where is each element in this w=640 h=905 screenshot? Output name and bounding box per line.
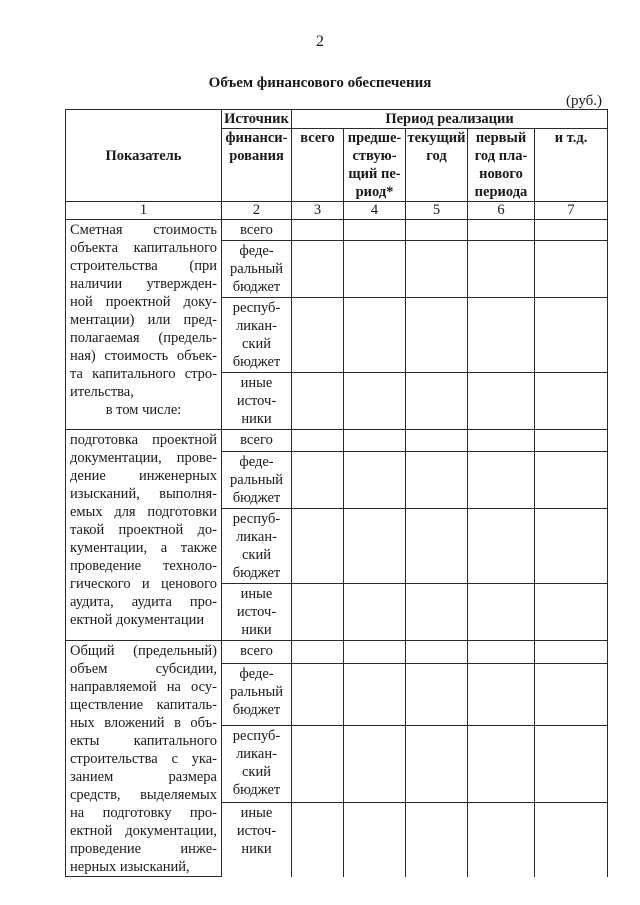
source-republic: респуб-ликан-ский бюджет (222, 298, 292, 373)
source-total: всего (222, 430, 292, 452)
column-number: 7 (535, 202, 608, 220)
source-federal: феде-ральный бюджет (222, 452, 292, 509)
source-federal: феде-ральный бюджет (222, 663, 292, 725)
column-number: 2 (222, 202, 292, 220)
source-total: всего (222, 641, 292, 664)
header-etc: и т.д. (535, 129, 608, 202)
indicator-cell (66, 430, 222, 641)
column-number: 4 (344, 202, 406, 220)
source-federal: феде-ральный бюджет (222, 241, 292, 298)
table-row (66, 220, 608, 241)
header-indicator: Показатель (66, 110, 222, 202)
page-number: 2 (316, 33, 324, 50)
header-total: всего (292, 129, 344, 202)
indicator-suffix: в том числе: (105, 402, 182, 418)
column-number: 1 (66, 202, 222, 220)
column-number: 3 (292, 202, 344, 220)
header-period: Период реализации (292, 110, 608, 129)
header-current: текущий год (406, 129, 468, 202)
indicator-text: Общий (предельный) объем субсидии, направляемой на осу-ществление капиталь-ных вложений в объ-екты капитального строительства с ука-занием размера средств, выделяемых на подготовку про-ектной документации, проведение инже-нерных изысканий, (70, 643, 217, 875)
header-first-plan: первый год пла-нового периода (468, 129, 535, 202)
source-republic: респуб-ликан-ский бюджет (222, 509, 292, 584)
column-number: 6 (468, 202, 535, 220)
document-title: Объем финансового обеспечения (208, 75, 432, 91)
column-number-row (66, 202, 608, 220)
indicator-cell (66, 641, 222, 877)
source-total: всего (222, 220, 292, 241)
source-other: иные источ-ники (222, 802, 292, 876)
source-other: иные источ-ники (222, 373, 292, 430)
header-source-line1: Источник (222, 110, 292, 129)
financing-table (65, 109, 608, 877)
indicator-text: подготовка проектной документации, прове-дение инженерных изысканий, выполня-емых для подготовки такой проектной до-кументации, а также проведение техноло-гического и ценового аудита, аудита про-ектной документации (70, 432, 217, 628)
unit-note: (руб.) (566, 93, 602, 109)
header-previous: предше-ствую-щий пе-риод* (344, 129, 406, 202)
header-row-1 (66, 110, 608, 129)
table-row (66, 430, 608, 452)
source-other: иные источ-ники (222, 584, 292, 641)
indicator-text: Сметная стоимость объекта капитального строительства (при наличии утвержден-ной проектной доку-ментации) или пред-полагаемая (предель-ная) стоимость объек-та капитального стро-ительства, (70, 222, 217, 400)
table-row (66, 641, 608, 664)
source-republic: респуб-ликан-ский бюджет (222, 725, 292, 802)
indicator-cell (66, 220, 222, 430)
column-number: 5 (406, 202, 468, 220)
header-source-line2: финанси-рования (222, 129, 292, 202)
